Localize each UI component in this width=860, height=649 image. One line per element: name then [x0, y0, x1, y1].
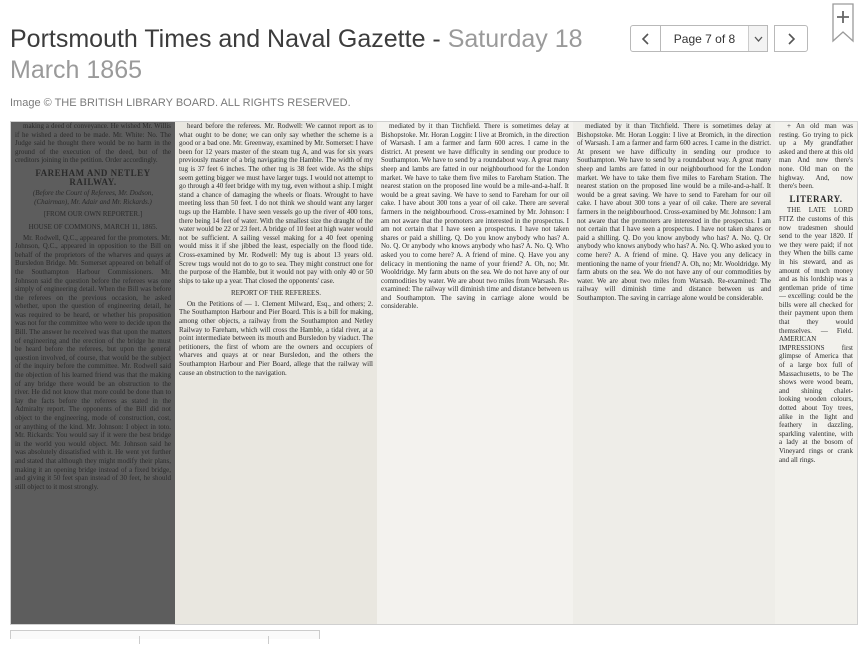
column-text: Mr. Rodwell, Q.C., appeared for the promoters. Mr. Johnson, Q.C., appeared in opposition to the Bill on behalf of the proprietors of the wharves and quays at Bursledon Bridge. Mr. Somerset appeared on behalf of the Southampton Harbour Commissioners. Mr. Johnson said the question before the referees was one simply of engineering detail. When the Bill was before the referees on the previous occasion, he asked whether, upon the question of engineering detail, he was required to be heard, or whether his proposition was not for the committee who were to decide upon the Bill. The answer he received was that upon the matters of engineering and the erection of the bridge he must be heard before the referees, but upon the general question involved, of course, that would be the subject of the inquiry before the committee. Mr. Rodwell said the objection of his learned friend was that the making of any bridge there would be an obstruction to the river. He did not know that more could be done than to lay the facts before the referees as stated in the Admiralty report. The opponents of the Bill did not object to the engineering, mode of construction, cost, or anything of the kind. Mr. Johnson: I object in toto. Mr. Rickards: You would say if it were the best bridge in the world you would object. Mr. Johnson said he was absolutely dissatisfied with it. He went yet further and stated that although they might modify their plans, making it an opening bridge instead of a fixed bridge, and giving it 50 feet span instead of 30 feet, he should still object to it most strongly. — [15, 233, 171, 491]
column-text: On the Petitions of — 1. Clement Milward, Esq., and others; 2. The Southampton Harbour and Pier Board. This is a bill for making, among other objects, a railway from the Southampton and Netley Railway to Fareham, which will cross the Hamble, a tidal river, at a point intermediate between its mouth and Bursledon by viaduct. The petitioners, the first of whom are the owners and occupiers of wharves and quays at or near Bursledon, and the others the Southampton Harbour and Pier Board, allege that the railway will cause an obstruction to the navigation. — [179, 299, 373, 377]
newspaper-column-3 — [377, 122, 573, 624]
toolbar-segment[interactable] — [140, 636, 269, 644]
newspaper-page-viewer[interactable] — [10, 121, 858, 625]
image-credit: Image © THE BRITISH LIBRARY BOARD. ALL RIGHTS RESERVED. — [10, 97, 351, 109]
chevron-right-icon — [786, 33, 796, 45]
page-select[interactable] — [661, 25, 768, 52]
reporter-line: [FROM OUR OWN REPORTER.] — [43, 210, 143, 219]
dateline: HOUSE OF COMMONS, MARCH 11, 1865. — [28, 222, 158, 231]
column-text: mediated by it than Titchfield. There is sometimes delay at Bishopstoke. Mr. Horan Loggin: I live at Bromich, in the direction of Warsash. I am a farmer and farm 600 acres. I came in the district. At present we have difficulty in sending our produce to Southampton. We have to send by a roundabout way. A great many sheep and lambs are fatted in our neighbourhood for the London market. We have to take them five miles to Fareham Station. The nearest station on the proposed line would be a mile-and-a-half. It would be a great saving. We have to send to Fareham for our oil cake. I have about 300 tons a year of oil cake. There are several farmers in the neighbourhood. Cross-examined by Mr. Johnson: I am not aware that the promoters are interested in the prospectus. I am not certain that I have seen a prospectus. I have not taken shares or paid a shilling. Q. Do you know anybody who has? A. No. Q. Or anybody who knows anybody who has? A. No. Q. Who asked you to come here? A. A friend of mine. Q. Have you any delicacy in mentioning the name of your friend? A. Oh, no; Mr. Wooldridge. My farm abuts on the sea. We do not have any of our commodities by water. We are about two miles from Warsash. Re-examined: The railway will diminish time and distance between us and Southampton. The saving in carriage alone would be considerable. — [577, 122, 771, 302]
next-page-button[interactable] — [774, 25, 808, 52]
column-text: making a deed of conveyance. He wished Mr. Willis if he wished a deed to be made. Mr. White: No. The Judge said he thought there would be no harm in the ground of the execution of the deed, but of the creditors joining in the petition. Order accordingly. — [15, 122, 171, 165]
newspaper-column-1 — [11, 122, 175, 624]
bookmark-button[interactable] — [830, 3, 856, 43]
page-navigator — [630, 25, 808, 52]
previous-page-button[interactable] — [630, 25, 661, 52]
newspaper-column-4 — [573, 122, 775, 624]
column-text: mediated by it than Titchfield. There is sometimes delay at Bishopstoke. Mr. Horan Loggin: I live at Bromich, in the direction of Warsash. I am a farmer and farm 600 acres. I came in the district. At present we have difficulty in sending our produce to Southampton. We have to send by a roundabout way. A great many sheep and lambs are fatted in our neighbourhood for the London market. We have to take them five miles to Fareham Station. The nearest station on the proposed line would be a mile-and-a-half. It would be a great saving. We have to send to Fareham for our oil cake. I have about 300 tons a year of oil cake. There are several farmers in the neighbourhood. Cross-examined by Mr. Johnson: I am not aware that the promoters are interested in the prospectus. I am not certain that I have seen a prospectus. I have not taken shares or paid a shilling. Q. Do you know anybody who has? A. No. Q. Or anybody who knows anybody who has? A. No. Q. Who asked you to come here? A. A friend of mine. Q. Have you any delicacy in mentioning the name of your friend? A. Oh, no; Mr. Wooldridge. My farm abuts on the sea. We do not have any of our commodities by water. We are about two miles from Warsash. Re-examined: The railway will diminish time and distance between us and Southampton. The saving in carriage alone would be considerable. — [381, 122, 569, 311]
page-select-label: Page 7 of 8 — [673, 31, 736, 46]
chevron-down-icon — [748, 26, 767, 51]
article-heading: FAREHAM AND NETLEY RAILWAY. — [35, 167, 151, 187]
toolbar-segment[interactable] — [11, 636, 140, 644]
newspaper-column-2 — [175, 122, 377, 624]
bookmark-add-icon — [830, 3, 856, 43]
column-text: heard before the referees. Mr. Rodwell: We cannot report as to what ought to be done; we can only say whether the scheme is a good or a bad one. Mr. Greenway, examined by Mr. Somerset: I have been for 12 years master of the steam tug A, and was for six years previously master of a brig navigating the Hamble. The width of my tug is 37 feet 6 inches. The other tug is 38 feet wide. As the ships seem getting bigger we must have larger tugs. I would not attempt to go through a 40 feet bridge with my tug, even without a ship. I might stand a chance of damaging the wheels or floats. Wrought to have meeting less than 50 feet. I do not think we should want any larger tugs up the Hamble. I have seen vessels go up the river of 400 tons, there being 14 feet of water. With the smallest size the draught of the water would be 22 or 23 feet. A bridge of 10 feet at high water would not be sufficient. A sailing vessel making for a 40 feet opening would miss it if she jibbed the least, especially on the flood tide. Cross-examined by Mr. Rodwell: My tug is about 13 years old. Screw tugs would not do to go to sea. They might construct one for the purpose of the Hamble, but it would not pay with only 40 or 50 ships to take up a year. That closed the opponents' case. — [179, 122, 374, 285]
column-text: + An old man was resting. Go trying to pick up a My grandfather asked and there at this old man And now there's none. Old man on the highway. And, now there's been. — [779, 122, 853, 191]
chevron-left-icon — [641, 33, 651, 45]
newspaper-column-5 — [775, 122, 857, 624]
newspaper-name: Portsmouth Times and Naval Gazette - — [10, 25, 448, 53]
column-text: THE LATE LORD FITZ the customs of this now tradesmen should send to the year 1820. If we they were paid; if not they When the bills came in his steward, and as amount of much money and as his lordship was a gentleman pride of time — excelling: could be the bills were all checked for their payment upon them that they would themselves. — Field. AMERICAN IMPRESSIONS first glimpse of America that of a large box full of Massachusetts, to be The shows were wood beam, and shining chalet-looking wooden colours, dotted about Toy trees, alike in the light and feathery in dazzling, sparkling valentine, with a lady at the bosom of Vineyard rings or crank and all rings. — [779, 206, 853, 464]
issue-date: Saturday 18 March 1865 — [10, 25, 583, 84]
page-title — [10, 24, 610, 86]
article-heading: LITERARY. — [789, 193, 843, 204]
article-subheading: (Before the Court of Referees, Mr. Dodson, (Chairman), Mr. Adair and Mr. Rickards.) — [32, 189, 154, 206]
section-subheading: REPORT OF THE REFEREES. — [231, 289, 321, 298]
